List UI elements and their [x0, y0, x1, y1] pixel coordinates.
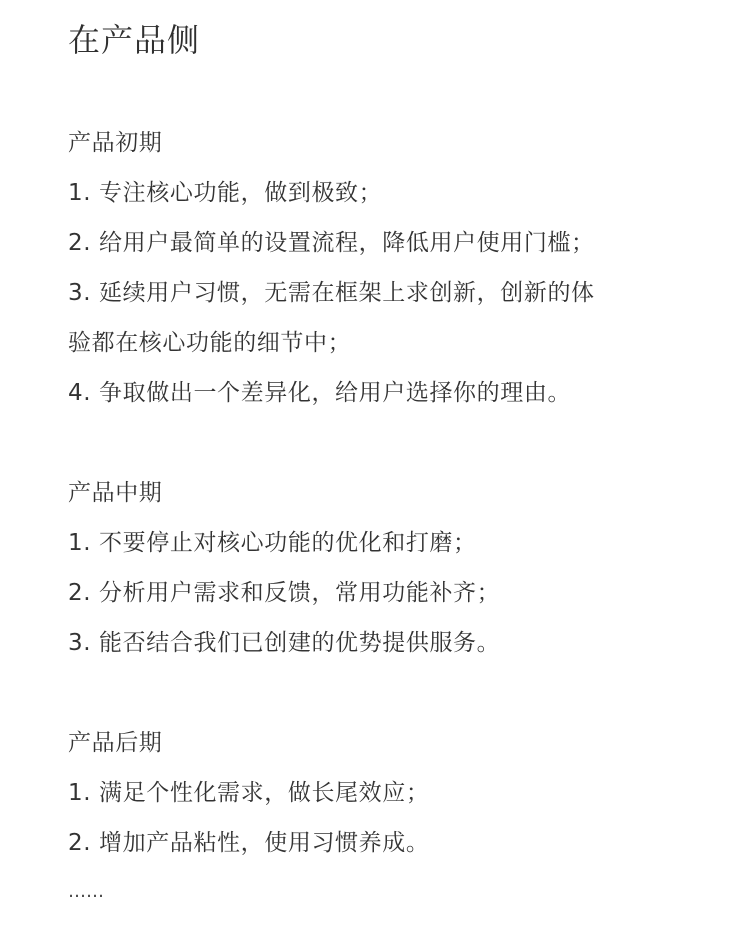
page-title: 在产品侧 — [68, 21, 201, 59]
list-item: 2. 分析用户需求和反馈，常用功能补齐； — [68, 580, 501, 606]
list-item: 4. 争取做出一个差异化，给用户选择你的理由。 — [68, 380, 572, 406]
list-item-continuation: 验都在核心功能的细节中； — [68, 330, 352, 356]
section-heading-middle: 产品中期 — [68, 480, 163, 506]
list-item: 1. 不要停止对核心功能的优化和打磨； — [68, 530, 477, 556]
list-item: 1. 满足个性化需求，做长尾效应； — [68, 780, 430, 806]
section-heading-early: 产品初期 — [68, 130, 163, 156]
list-item: 1. 专注核心功能，做到极致； — [68, 180, 383, 206]
section-heading-late: 产品后期 — [68, 730, 163, 756]
list-item: 2. 给用户最简单的设置流程，降低用户使用门槛； — [68, 230, 595, 256]
list-item: 3. 延续用户习惯，无需在框架上求创新，创新的体 — [68, 280, 595, 306]
list-item: 3. 能否结合我们已创建的优势提供服务。 — [68, 630, 501, 656]
ellipsis-text: …… — [68, 881, 104, 902]
list-item: 2. 增加产品粘性，使用习惯养成。 — [68, 830, 430, 856]
